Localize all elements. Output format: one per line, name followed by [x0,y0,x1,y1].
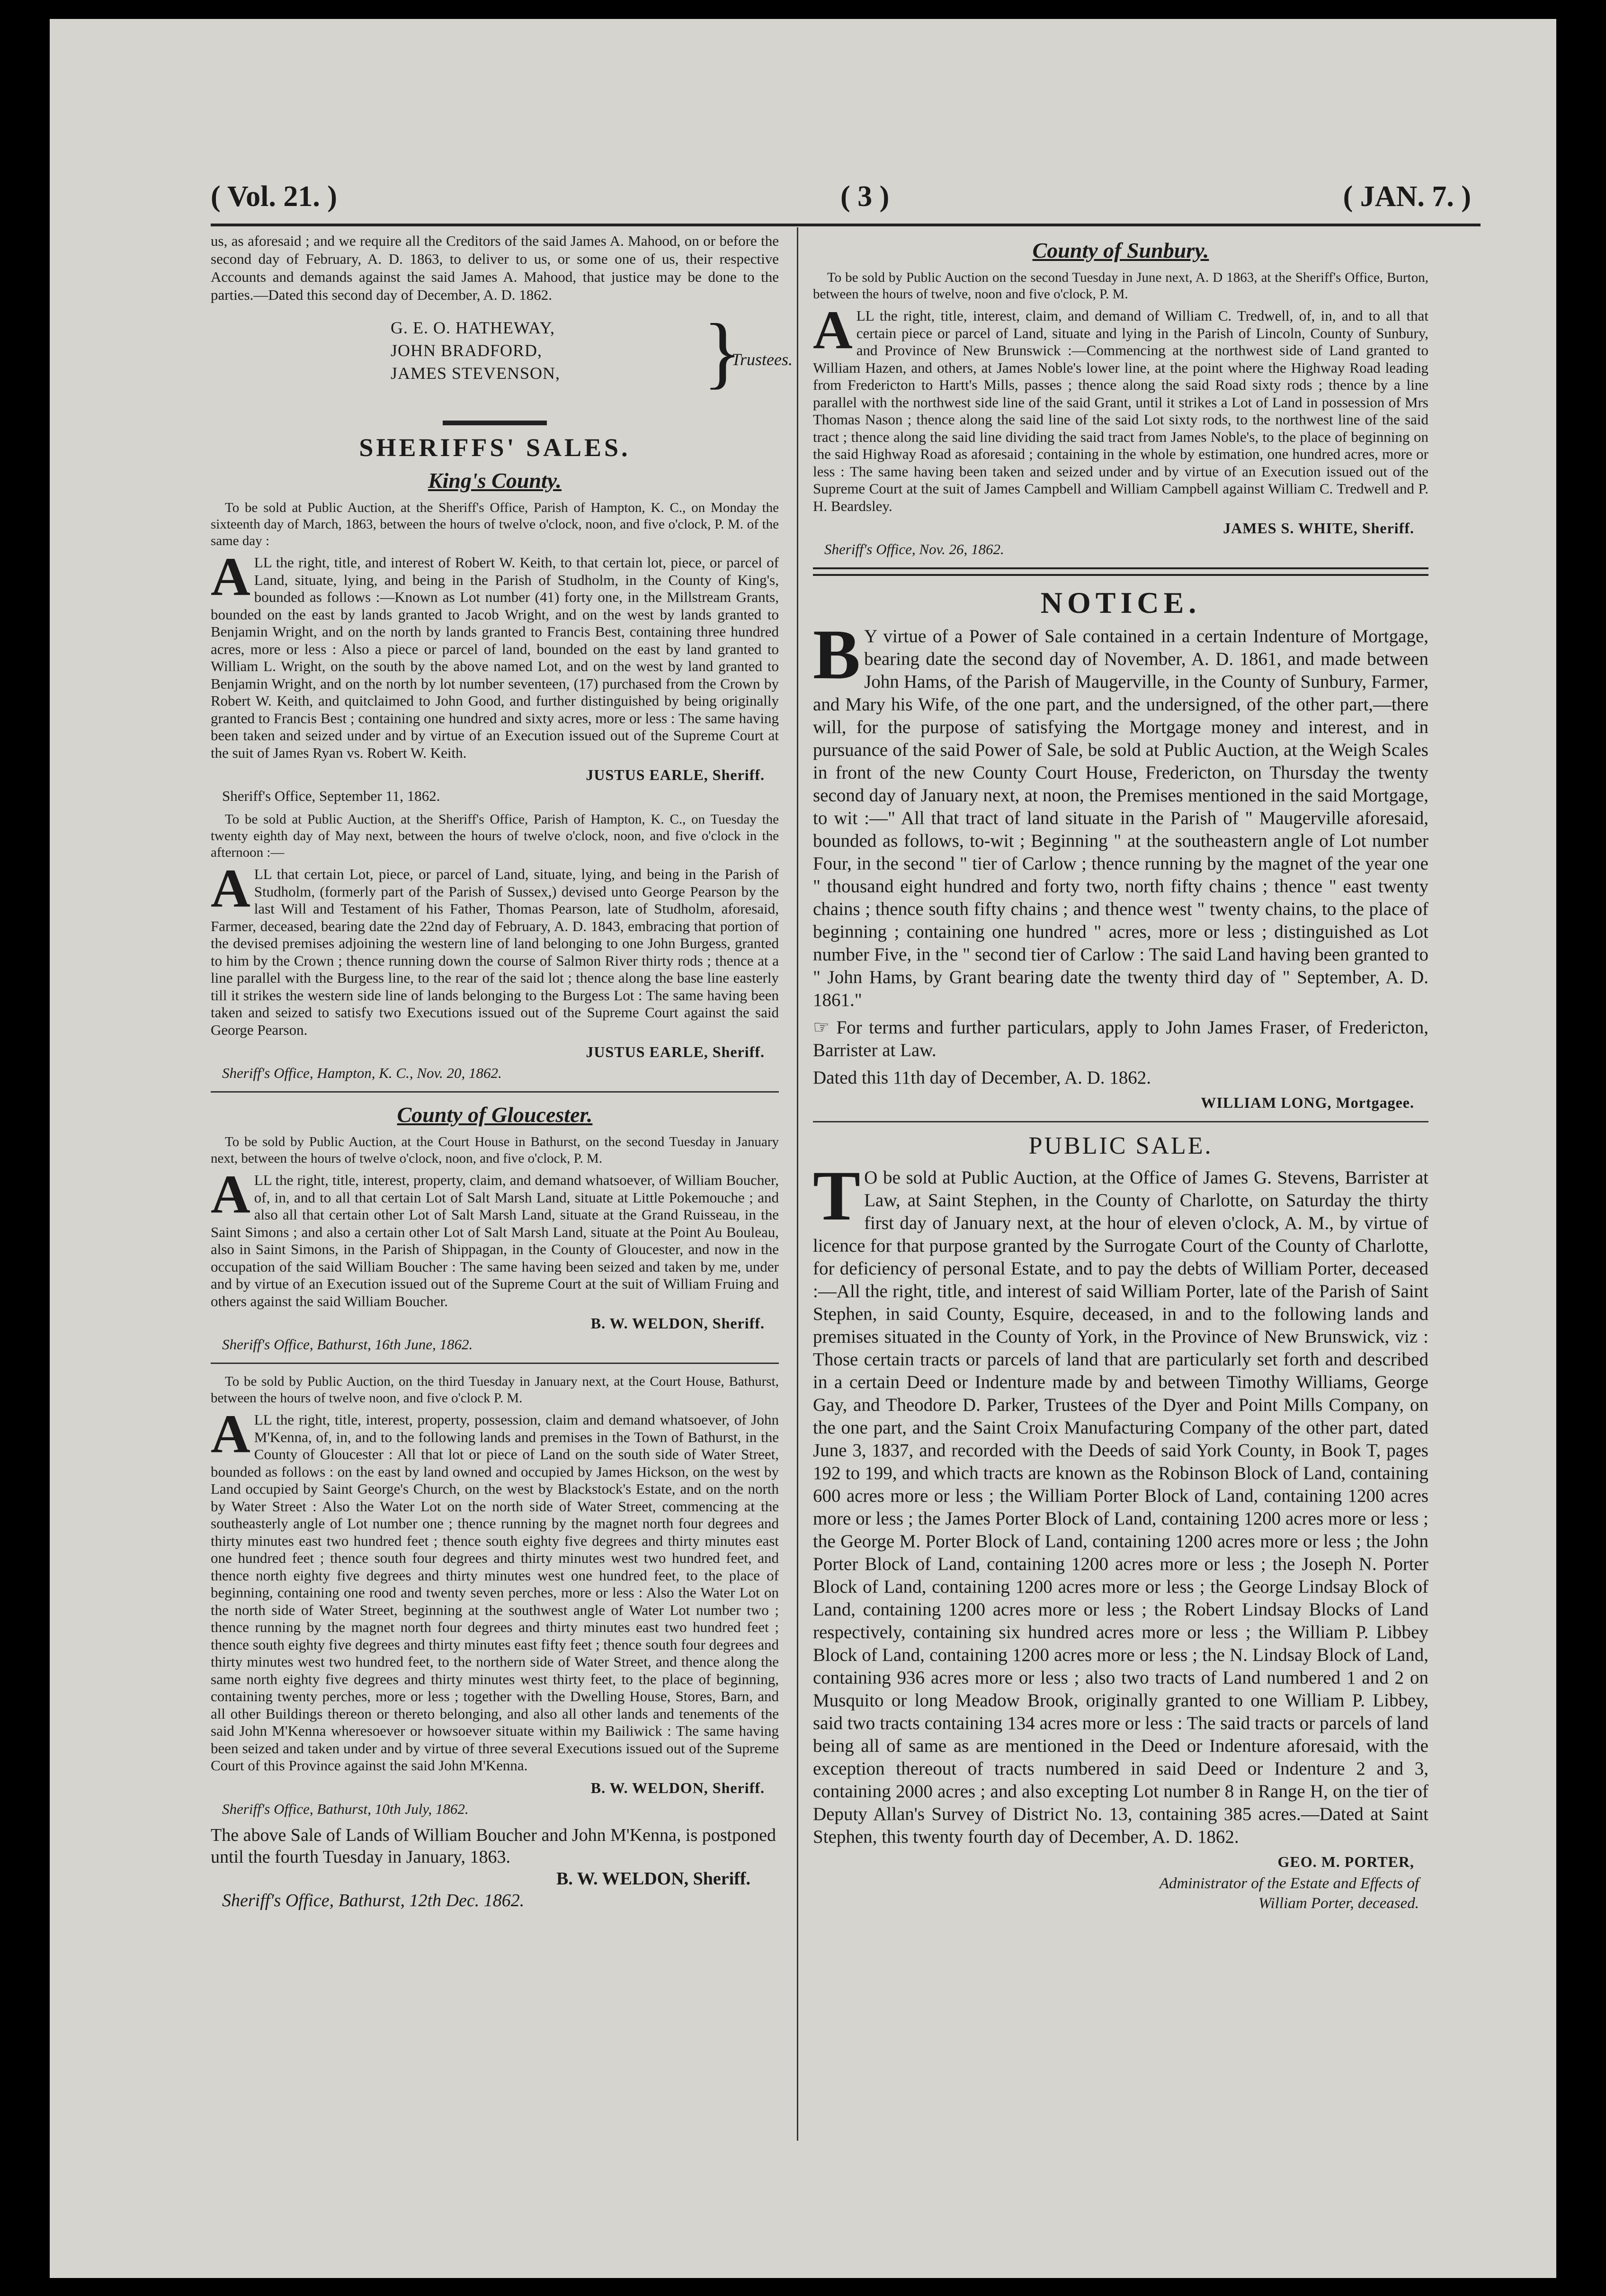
issue-date: ( JAN. 7. ) [1343,180,1471,213]
sheriff-signature: JUSTUS EARLE, Sheriff. [586,766,765,783]
section-rule [443,421,547,425]
notice-body: BY virtue of a Power of Sale contained in a certain Indenture of Mortgage, bearing date the second day of November, A. D. 1861, and made between John Hams, of the Parish of Maugerville, in the County of Sunbury, Farmer, and Mary his Wife, of the one part, and the undersigned, of the other part,—there will, for the purpose of satisfying the Mortgage money and interest, and in pursuance of the said Power of Sale, be sold at Public Auction, at the Weigh Scales in front of the new County Court House, Fredericton, on Thursday the twenty second day of January next, at noon, the Premises mentioned in the said Mortgage, to wit :—" All that tract of land situate in the Parish of " Maugerville aforesaid, bounded as follows, to-wit ; Beginning " at the southeastern angle of Lot number Four, in the second " tier of Carlow ; thence running by the magnet of the year one " thousand eight hundred and forty two, north fifty chains ; thence " east twenty chains ; thence south fifty chains ; and thence west " twenty chains, to the place of beginning ; containing one hundred " acres, more or less ; distinguished as Lot number Five, in the " second tier of Carlow : The said Land having been granted to " John Hams, by Grant bearing date the twenty third day of " September, A. D. 1861." [813,615,1428,1010]
kings-county-heading: King's County. [428,468,562,493]
sheriff-office-date: Sheriff's Office, Nov. 26, 1862. [824,541,1004,557]
trustee-names [391,316,560,385]
sheriff-signature: JAMES S. WHITE, Sheriff. [1223,520,1414,537]
sheriff-signature: B. W. WELDON, Sheriff. [590,1779,765,1796]
sale-intro: To be sold by Public Auction, on the third Tuesday in January next, at the Court House, Bathurst, between the hours of twelve noon, and five o'clock P. M. [211,1374,779,1406]
sale-intro: To be sold at Public Auction, at the Sheriff's Office, Parish of Hampton, K. C., on Monday the sixteenth day of March, 1863, between the hours of twelve o'clock, noon, and five o'clock, P. M. of the same day : [211,500,779,548]
trustee-name: JAMES STEVENSON, [391,364,561,383]
sale-body: ALL the right, title, interest, property, claim, and demand whatsoever, of William Boucher, of, in, and to all that certain Lot of Salt Marsh Land, situate at Little Pokemouche ; and also all that certain other Lot of Salt Marsh Land, situate at the Grand Ruisseau, in the Saint Simons ; and also a certain other Lot of Salt Marsh Land, situate at the Point Au Bouleau, also in Saint Simons, in the Parish of Shippagan, in the County of Gloucester, and now in the occupation of the said William Boucher : The same having been seized and taken by me, under and by virtue of an Execution issued out of the Supreme Court at the suit of William Fruing and others against the said William Boucher. [211,1164,779,1309]
public-sale-body: TO be sold at Public Auction, at the Office of James G. Stevens, Barrister at Law, at Saint Stephen, in the County of Charlotte, on Saturday the thirty first day of January next, at the hour of eleven o'clock, A. M., by virtue of licence for that purpose granted by the Surrogate Court of the County of Charlotte, for deficiency of personal Estate, and to pay the debts of William Porter, deceased :—All the right, title, and interest of said William Porter, late of the Parish of Saint Stephen, in said County, Esquire, deceased, in and to the following lands and premises situated in the County of York, in the Province of New Brunswick, viz : Those certain tracts or parcels of land that are particularly set forth and described in a certain Deed or Indenture made by and between Timothy Williams, George Gay, and Theodore D. Parker, Trustees of the Dyer and Point Mills Company, on the one part, and the Saint Croix Manufacturing Company of the other part, dated June 3, 1837, and recorded with the Deeds of said York County, in Book T, pages 192 to 199, and which tracts are known as the Robinson Block of Land, containing 600 acres more or less ; the William Porter Block of Land, containing 1200 acres more or less ; the James Porter Block of Land, containing 1200 acres more or less ; the George M. Porter Block of Land, containing 1200 acres more or less ; the John Porter Block of Land, containing 1200 acres more or less ; the Joseph N. Porter Block of Land, containing 1200 acres more or less ; the George Lindsay Block of Land, containing 1200 acres more or less ; the Robert Lindsay Blocks of Land respectively, containing six hundred acres more or less ; the William P. Libbey Block of Land, containing 1200 acres more or less ; the N. Lindsay Block of Land, containing 936 acres more or less ; also two tracts of Land numbered 1 and 2 on Musquito or long Meadow Brook, originally granted to one William P. Libbey, said two tracts containing 134 acres more or less : The said tracts or parcels of land being all of same as are mentioned in the Deed or Indenture aforesaid, with the exception thereout of tracts numbered in said Deed or Indenture 2 and 3, containing 2000 acres ; and also excepting Lot number 8 in Range H, on the tier of Deputy Allan's Survey of District No. 13, containing 385 acres.—Dated at Saint Stephen, this twenty fourth day of December, A. D. 1862. [813,1157,1428,1847]
administrator-signature: GEO. M. PORTER, [1277,1853,1414,1870]
sale-intro: To be sold by Public Auction, at the Court House in Bathurst, on the second Tuesday in January next, between the hours of twelve o'clock, noon, and five o'clock, P. M. [211,1134,779,1166]
page-header [211,180,1471,218]
sheriffs-sales-heading: SHERIFFS' SALES. [359,433,631,462]
sheriff-signature: JUSTUS EARLE, Sheriff. [586,1043,765,1060]
sale-body: ALL that certain Lot, piece, or parcel of Land, situate, lying, and being in the Parish of Studholm, (formerly part of the Parish of Sussex,) devised unto George Pearson by the last Will and Testament of his Father, Thomas Pearson, late of Studholm, aforesaid, Farmer, deceased, bearing date the 22nd day of February, A. D. 1843, embracing that portion of the devised premises adjoining the western line of land belonging to one John Burgess, granted to him by the Crown ; thence running down the course of Salmon River thirty rods ; thence at a line parallel with the Burgess line, to the rear of the said lot ; thence along the base line easterly till it strikes the western side line of lands belonging to the Burgess Lot : The same having been taken and seized to satisfy two Executions issued out of the Supreme Court against the said George Pearson. [211,858,779,1038]
sale-body: ALL the right, title, interest, claim, and demand of William C. Tredwell, of, in, and to all that certain piece or parcel of Land, situate and lying in the Parish of Lincoln, County of Sunbury, and Province of New Brunswick :—Commencing at the northwest side of Land granted to William Hazen, and others, at James Noble's lower line, at the point where the Highway Road leading from Fredericton to Hartt's Mills, passes ; thence along the said Road sixty rods ; thence by a line parallel with the northwest side line of the said Grant, until it strikes a Lot of Land in possession of Mrs Thomas Nason ; thence along the said line of the said Lot sixty rods, to the northwest line of the said tract ; thence along the said line dividing the said tract from James Noble's, to the place of beginning on the said Highway Road as aforesaid ; containing in the whole by estimation, one hundred acres, more or less : The same having been taken and seized under and by virtue of an Execution issued out of the Supreme Court at the suit of James Campbell and William Campbell against William C. Tredwell and P. H. Beardsley. [813,300,1428,514]
mortgagee-signature: WILLIAM LONG, Mortgagee. [1201,1094,1414,1111]
notice-heading: NOTICE. [1040,586,1201,619]
sale-intro: To be sold at Public Auction, at the Sheriff's Office, Parish of Hampton, K. C., on Tuesday the twenty eighth day of May next, between the hours of twelve o'clock, noon, and five o'clock in the afternoon :— [211,812,779,860]
administrator-title [813,1874,1419,1913]
right-column [813,232,1428,1913]
divider-rule [211,1091,779,1093]
double-rule [813,567,1428,576]
volume-label: ( Vol. 21. ) [211,180,337,213]
newspaper-page [50,19,1556,2278]
sheriff-office-date: Sheriff's Office, Hampton, K. C., Nov. 20, 1862. [222,1065,502,1081]
divider-rule [813,1121,1428,1122]
page-number: ( 3 ) [840,180,890,213]
notice-terms: ☞ For terms and further particulars, apply to John James Fraser, of Fredericton, Barrister at Law. [813,1017,1428,1060]
sunbury-heading: County of Sunbury. [1032,238,1209,262]
sheriff-office-date: Sheriff's Office, September 11, 1862. [222,788,440,804]
trustees-label: Trustees. [732,350,793,369]
postponement-notice [211,1824,779,1911]
brace-mark: } [703,307,742,396]
trustee-name: JOHN BRADFORD, [391,341,543,360]
gloucester-heading: County of Gloucester. [397,1103,593,1127]
postponement-text: The above Sale of Lands of William Boucher and John M'Kenna, is postponed until the fourth Tuesday in January, 1863. [211,1825,776,1867]
sheriff-office-date: Sheriff's Office, Bathurst, 12th Dec. 1862. [222,1890,525,1910]
sheriff-office-date: Sheriff's Office, Bathurst, 10th July, 1862. [222,1800,469,1817]
sheriff-signature: B. W. WELDON, Sheriff. [590,1315,765,1332]
trustee-name: G. E. O. HATHEWAY, [391,318,555,337]
administrator-line: William Porter, deceased. [1258,1895,1419,1912]
sale-body: ALL the right, title, and interest of Robert W. Keith, to that certain lot, piece, or parcel of Land, situate, lying, and being in the Parish of Studholm, in the County of King's, bounded as follows :—Known as Lot number (41) forty one, in the Millstream Grants, bounded on the east by lands granted to Jacob Wright, and on the west by lands granted to Benjamin Wright, and on the north by lands granted to Francis Best, containing three hundred acres, more or less : Also a piece or parcel of land, bounded on the east by land granted to William L. Wright, on the south by the above named Lot, and on the west by land granted to Benjamin Wright, and on the north by lot number seventeen, (17) purchased from the Crown by Robert W. Keith, and quitclaimed to John Good, and further distinguished by being originally granted to Francis Best ; containing one hundred and sixty acres, more or less : The same having been taken and seized under and by virtue of an Execution issued out of the Supreme Court at the suit of James Ryan vs. Robert W. Keith. [211,547,779,761]
sheriff-office-date: Sheriff's Office, Bathurst, 16th June, 1862. [222,1336,473,1353]
column-divider [797,227,798,2141]
administrator-line: Administrator of the Estate and Effects of [1159,1875,1419,1892]
public-sale-heading: PUBLIC SALE. [1028,1132,1213,1159]
notice-dated: Dated this 11th day of December, A. D. 1862. [813,1067,1151,1088]
sheriff-signature: B. W. WELDON, Sheriff. [556,1868,750,1889]
divider-rule [211,1363,779,1364]
continuation-text: us, as aforesaid ; and we require all the Creditors of the said James A. Mahood, on or before the second day of February, A. D. 1863, to deliver to us, or some one of us, their respective Accounts and demands against the said James A. Mahood, that justice may be done to the parties.—Dated this second day of December, A. D. 1862. [211,233,779,303]
left-column [211,232,793,1918]
sale-body: ALL the right, title, interest, property, possession, claim and demand whatsoever, of John M'Kenna, of, in, and to the following lands and premises in the Town of Bathurst, in the County of Gloucester : All that lot or piece of Land on the south side of Water Street, bounded as follows : on the east by land owned and occupied by James Hickson, on the west by Land occupied by Saint George's Church, on the west by Blackstock's Estate, and on the north by Water Street : Also the Water Lot on the north side of Water Street, commencing at the southeasterly angle of Lot number one ; thence running by the magnet north four degrees and thirty minutes east two hundred feet ; thence south eighty five degrees and thirty minutes east one hundred feet ; thence south four degrees and thirty minutes west two hundred feet, and thence north eighty five degrees and thirty minutes west one hundred feet, to the place of beginning, containing one rood and twenty seven perches, more or less : Also the Water Lot on the north side of Water Street, beginning at the southwest angle of Water Lot number two ; thence running by the magnet north four degrees and thirty minutes east two hundred feet ; thence south eighty five degrees and thirty minutes east fifty feet ; thence south four degrees and thirty minutes west two hundred feet, to the northern side of Water Street, and thence along the same north eighty five degrees and thirty minutes west thirty feet, to the place of beginning, containing twenty perches, more or less ; together with the Dwelling House, Stores, Barn, and all other Buildings thereon or thereto belonging, and also all other lands and tenements of the said John M'Kenna wheresoever or howsoever situate within my Bailiwick : The same having been seized and taken under and by virtue of three several Executions issued out of the Supreme Court of this Province against the said John M'Kenna. [211,1404,779,1774]
trustees-block [211,307,793,411]
header-rule [211,224,1481,226]
sale-intro: To be sold by Public Auction on the second Tuesday in June next, A. D 1863, at the Sheriff's Office, Burton, between the hours of twelve, noon and five o'clock, P. M. [813,270,1428,302]
